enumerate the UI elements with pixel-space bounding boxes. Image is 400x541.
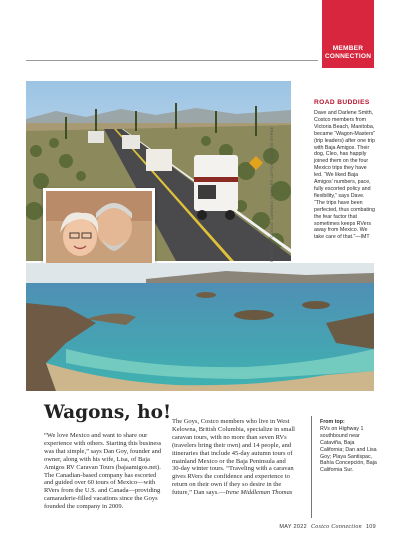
folio-magazine: Costco Connection [310,524,362,530]
article-column-2 [172,418,295,497]
page-folio [279,524,376,530]
folio-date: MAY 2022 [279,524,307,530]
photo-caption [320,419,378,474]
sidebar-heading: ROAD BUDDIES [314,99,370,106]
badge-line-2: CONNECTION [324,53,372,60]
article-column-1: “We love Mexico and want to share our experience with others. Starting this business was that simple,” says Dan Goy, founder and owner, along with his wife, Lisa, of Baja Amigos RV Caravan Tours (bajaamigos.net). The Canadian-based company has escorted and guided over 60 tours of Mexico—with RVers from the U.S. and Canada—providing camaraderie-filled vacations since the Goys founded the company in 2009. [44,432,162,511]
photo-credit: FROM TOP: © DOUG CANNING; HEATHER LAYTON; GEORGE BYRNE [270,126,274,262]
sidebar-body: Dave and Darlene Smith, Costco members from Victoria Beach, Manitoba, became “Wagon-Masters” (trip leaders) after one trip with Baja Amigos. Their dog, Cleo, has happily joined them on the four Mexico trips they have led. “We liked Baja Amigos’ numbers, pace, fully escorted policy and flexibility,” says Dave. “The trips have been perfected, thus combating the fear factor that sometimes keeps RVers away from Mexico. We take care of that.”—IMT [314,110,376,241]
caption-text: RVs on Highway 1 southbound near Cataviña, Baja California; Dan and Lisa Goy; Playa Santispac, Bahía Concepción, Baja California Sur. [320,425,377,474]
article-column-2-text: The Goys, Costco members who live in West Kelowna, British Columbia, specialize in small caravan tours, with no more than seven RVs (travelers bring their own) and 14 people, and itineraries that include 45-day autumn tours of mainland Mexico or the Baja Peninsula and 30-day winter tours. “Traveling with a caravan gives RVers the confidence and experience to return on their own if they so desire in the future,” Dan says.— [172,418,295,497]
column-divider [311,416,312,518]
folio-page-number: 109 [365,524,376,530]
caption-label: From top: [320,419,345,425]
bay-aerial-photo [26,263,374,391]
article-byline: Irene Middleman Thomas [225,489,293,497]
top-divider [26,60,318,61]
article-headline: Wagons, ho! [44,402,172,423]
member-connection-badge [322,0,374,68]
badge-line-1: MEMBER [332,45,364,52]
